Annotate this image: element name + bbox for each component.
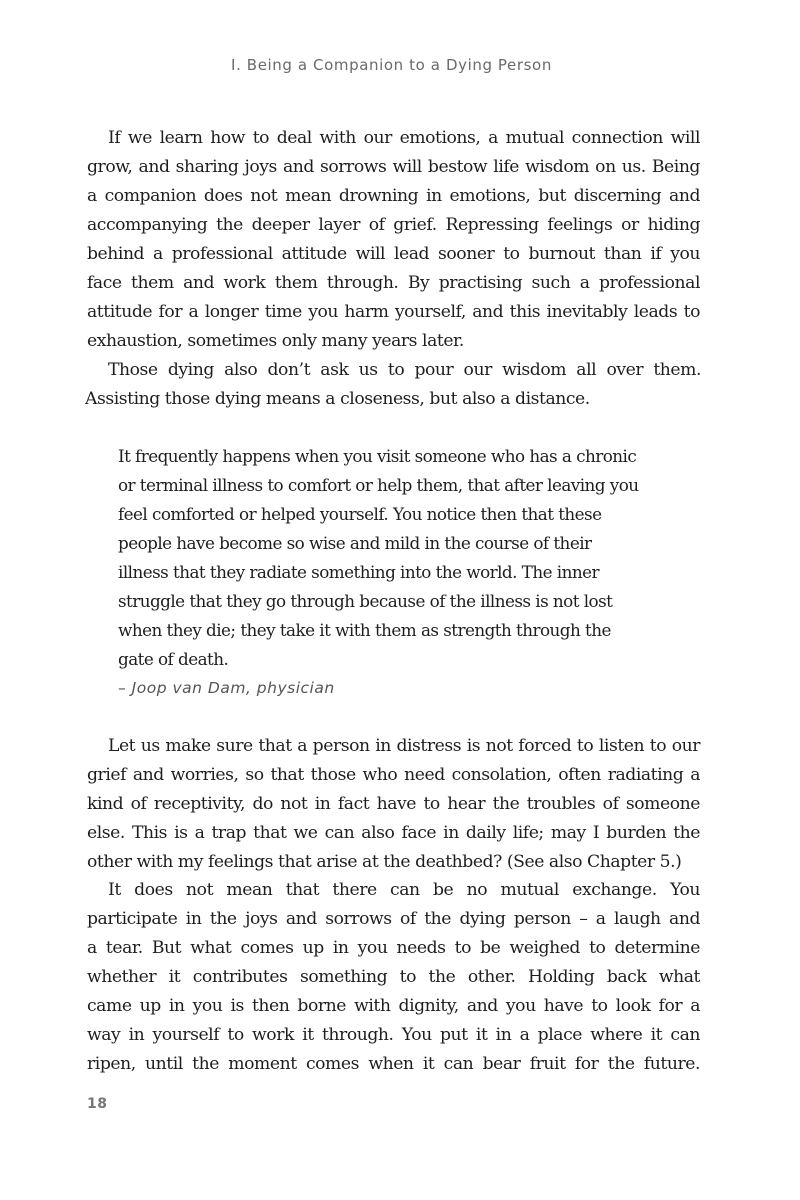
quote-line: gate of death.	[118, 649, 229, 669]
page-number: 18	[87, 1096, 108, 1112]
text-line: came up in you is then borne with dignity, and you have to look for a	[87, 996, 700, 1016]
paragraph-1	[87, 124, 700, 356]
text-line: ripen, until the moment comes when it can bear fruit for the future.	[87, 1054, 700, 1074]
text-line: a companion does not mean drowning in emotions, but discerning and	[87, 186, 700, 206]
text-line: grow, and sharing joys and sorrows will bestow life wisdom on us. Being	[87, 157, 700, 177]
quote-line: or terminal illness to comfort or help them, that after leaving you	[118, 475, 639, 495]
text-line: Those dying also don’t ask us to pour our wisdom all over them.	[108, 360, 701, 380]
quote-attribution: – Joop van Dam, physician	[118, 679, 335, 697]
text-line: Assisting those dying means a closeness, but also a distance.	[85, 389, 590, 409]
text-line: a tear. But what comes up in you needs to be weighed to determine	[87, 938, 700, 958]
text-line: accompanying the deeper layer of grief. Repressing feelings or hiding	[87, 215, 700, 235]
quote-line: when they die; they take it with them as strength through the	[118, 620, 611, 640]
text-line: else. This is a trap that we can also face in daily life; may I burden the	[87, 823, 700, 843]
paragraph-2	[87, 356, 701, 414]
text-line: grief and worries, so that those who need consolation, often radiating a	[87, 765, 700, 785]
text-line: other with my feelings that arise at the deathbed? (See also Chapter 5.)	[87, 852, 682, 872]
quote-line: struggle that they go through because of the illness is not lost	[118, 591, 613, 611]
text-line: behind a professional attitude will lead sooner to burnout than if you	[87, 244, 700, 264]
quote-line: It frequently happens when you visit someone who has a chronic	[118, 446, 637, 466]
text-line: kind of receptivity, do not in fact have to hear the troubles of someone	[87, 794, 700, 814]
text-line: It does not mean that there can be no mutual exchange. You	[108, 880, 700, 900]
paragraph-4	[87, 876, 700, 1079]
text-line: whether it contributes something to the other. Holding back what	[87, 967, 700, 987]
text-line: Let us make sure that a person in distress is not forced to listen to our	[108, 736, 700, 756]
text-line: participate in the joys and sorrows of the dying person – a laugh and	[87, 909, 700, 929]
running-head: I. Being a Companion to a Dying Person	[231, 56, 552, 74]
quote-line: illness that they radiate something into the world. The inner	[118, 562, 599, 582]
text-line: face them and work them through. By practising such a professional	[87, 273, 700, 293]
text-line: attitude for a longer time you harm yourself, and this inevitably leads to	[87, 302, 700, 322]
quote-line: people have become so wise and mild in the course of their	[118, 533, 592, 553]
text-line: If we learn how to deal with our emotions, a mutual connection will	[108, 128, 700, 148]
paragraph-3	[87, 732, 700, 877]
block-quote	[118, 442, 668, 703]
quote-line: feel comforted or helped yourself. You notice then that these	[118, 504, 602, 524]
text-line: exhaustion, sometimes only many years later.	[87, 331, 464, 351]
text-line: way in yourself to work it through. You put it in a place where it can	[87, 1025, 700, 1045]
